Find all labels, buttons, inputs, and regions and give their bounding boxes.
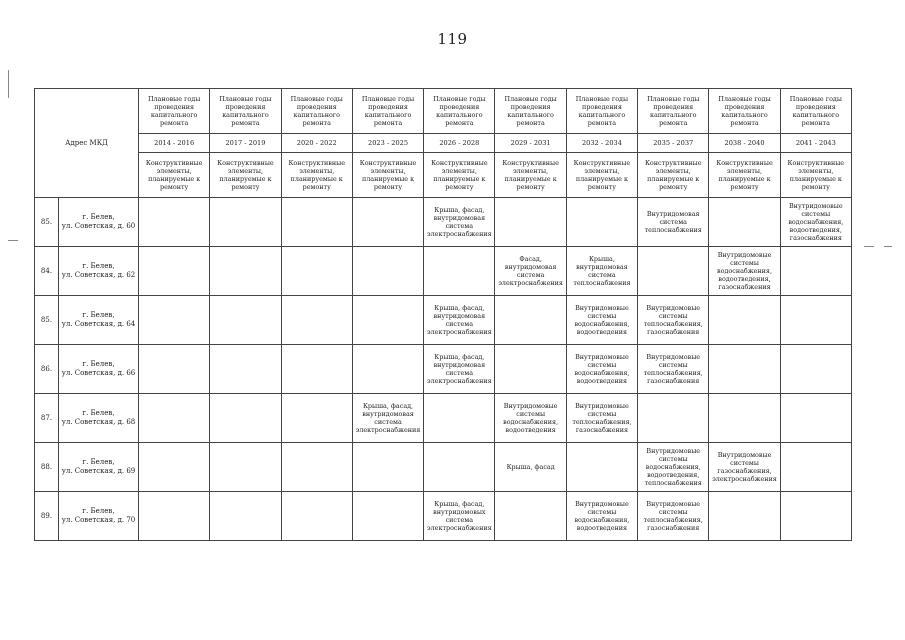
planned-elements-cell [424,247,495,296]
period-years-header: 2014 - 2016 [139,134,210,153]
period-elements-header: Конструктивные элементы, планируемые к ремонту [424,153,495,198]
address-city: г. Белев, [82,409,115,418]
table-row [35,296,852,345]
period-years-header: 2029 - 2031 [495,134,566,153]
period-title-header: Плановые годы проведения капитального ремонта [424,89,495,134]
planned-elements-cell [424,394,495,443]
period-title-header: Плановые годы проведения капитального ремонта [352,89,423,134]
planned-elements-cell [780,345,851,394]
planned-elements-cell [566,198,637,247]
planned-elements-cell [709,345,780,394]
planned-elements-cell: Фасад, внутридомовая система электроснабжения [495,247,566,296]
period-years-header: 2032 - 2034 [566,134,637,153]
row-number: 87. [35,394,59,443]
planned-elements-cell [495,296,566,345]
address-cell [59,247,139,296]
planned-elements-cell [495,492,566,541]
planned-elements-cell: Внутридомовые системы водоснабжения, водоотведения, газоснабжения [709,247,780,296]
planned-elements-cell [210,443,281,492]
planned-elements-cell [495,198,566,247]
address-street: ул. Советская, д. 64 [61,320,136,328]
planned-elements-cell: Внутридомовые системы теплоснабжения, газоснабжения [566,394,637,443]
planned-elements-cell [281,492,352,541]
planned-elements-cell: Крыша, фасад [495,443,566,492]
planned-elements-cell [210,296,281,345]
planned-elements-cell [709,492,780,541]
address-column-header: Адрес МКД [35,89,139,198]
planned-elements-cell [139,492,210,541]
period-years-header: 2041 - 2043 [780,134,851,153]
address-street: ул. Советская, д. 70 [61,516,136,524]
planned-elements-cell [281,443,352,492]
period-years-header: 2038 - 2040 [709,134,780,153]
header-years-row [35,134,852,153]
period-elements-header: Конструктивные элементы, планируемые к ремонту [638,153,709,198]
planned-elements-cell [638,247,709,296]
planned-elements-cell: Внутридомовые системы водоснабжения, водоотведения [566,296,637,345]
period-years-header: 2020 - 2022 [281,134,352,153]
address-cell [59,443,139,492]
planned-elements-cell: Внутридомовая система теплоснабжения [638,198,709,247]
period-elements-header: Конструктивные элементы, планируемые к ремонту [780,153,851,198]
scan-edge-mark [8,70,9,98]
address-city: г. Белев, [82,262,115,271]
period-title-header: Плановые годы проведения капитального ремонта [281,89,352,134]
period-years-header: 2035 - 2037 [638,134,709,153]
planned-elements-cell [210,345,281,394]
address-cell [59,296,139,345]
planned-elements-cell [139,345,210,394]
scan-edge-mark [8,240,18,241]
planned-elements-cell [281,198,352,247]
planned-elements-cell [780,492,851,541]
period-title-header: Плановые годы проведения капитального ремонта [210,89,281,134]
period-elements-header: Конструктивные элементы, планируемые к ремонту [352,153,423,198]
planned-elements-cell [709,394,780,443]
period-years-header: 2023 - 2025 [352,134,423,153]
planned-elements-cell [780,394,851,443]
row-number: 89. [35,492,59,541]
planned-elements-cell: Внутридомовые системы теплоснабжения, газоснабжения [638,296,709,345]
period-elements-header: Конструктивные элементы, планируемые к ремонту [566,153,637,198]
planned-elements-cell [210,394,281,443]
planned-elements-cell [352,443,423,492]
table-row [35,345,852,394]
period-title-header: Плановые годы проведения капитального ремонта [709,89,780,134]
planned-elements-cell: Внутридомовые системы теплоснабжения, газоснабжения [638,492,709,541]
planned-elements-cell: Внутридомовые системы водоснабжения, водоотведения [566,345,637,394]
planned-elements-cell [139,394,210,443]
address-street: ул. Советская, д. 68 [61,418,136,426]
period-title-header: Плановые годы проведения капитального ремонта [139,89,210,134]
address-street: ул. Советская, д. 66 [61,369,136,377]
row-number: 85. [35,296,59,345]
table-row [35,247,852,296]
planned-elements-cell [709,296,780,345]
table-row [35,443,852,492]
planned-elements-cell: Внутридомовые системы водоснабжения, водоотведения, газоснабжения [780,198,851,247]
planned-elements-cell: Внутридомовые системы газоснабжения, электроснабжения [709,443,780,492]
address-cell [59,345,139,394]
planned-elements-cell [281,247,352,296]
row-number: 84. [35,247,59,296]
planned-elements-cell [139,296,210,345]
period-title-header: Плановые годы проведения капитального ремонта [495,89,566,134]
planned-elements-cell [638,394,709,443]
planned-elements-cell [139,247,210,296]
table-row [35,394,852,443]
table-row [35,492,852,541]
planned-elements-cell [210,492,281,541]
planned-elements-cell [352,247,423,296]
row-number: 86. [35,345,59,394]
address-city: г. Белев, [82,507,115,516]
planned-elements-cell: Крыша, фасад, внутридомовая система электроснабжения [424,345,495,394]
planned-elements-cell: Крыша, внутридомовая система теплоснабжения [566,247,637,296]
address-street: ул. Советская, д. 62 [61,271,136,279]
page-number: 119 [437,30,468,48]
address-street: ул. Советская, д. 69 [61,467,136,475]
planned-elements-cell [566,443,637,492]
planned-elements-cell [139,443,210,492]
address-city: г. Белев, [82,458,115,467]
header-titles-row [35,89,852,134]
period-elements-header: Конструктивные элементы, планируемые к ремонту [495,153,566,198]
planned-elements-cell: Внутридомовые системы водоснабжения, водоотведения, теплоснабжения [638,443,709,492]
address-city: г. Белев, [82,311,115,320]
address-city: г. Белев, [82,213,115,222]
planned-elements-cell [780,443,851,492]
planned-elements-cell [352,198,423,247]
scan-edge-mark [864,246,874,247]
planned-elements-cell: Внутридомовые системы водоснабжения, водоотведения [566,492,637,541]
period-years-header: 2017 - 2019 [210,134,281,153]
period-elements-header: Конструктивные элементы, планируемые к ремонту [210,153,281,198]
row-number: 85. [35,198,59,247]
address-cell [59,492,139,541]
table-row [35,198,852,247]
period-elements-header: Конструктивные элементы, планируемые к ремонту [139,153,210,198]
period-title-header: Плановые годы проведения капитального ремонта [780,89,851,134]
planned-elements-cell: Внутридомовые системы теплоснабжения, газоснабжения [638,345,709,394]
period-title-header: Плановые годы проведения капитального ремонта [566,89,637,134]
planned-elements-cell [139,198,210,247]
header-elements-row [35,153,852,198]
planned-elements-cell: Крыша, фасад, внутридомовая система электроснабжения [352,394,423,443]
planned-elements-cell [281,296,352,345]
planned-elements-cell [424,443,495,492]
address-cell [59,394,139,443]
row-number: 88. [35,443,59,492]
planned-elements-cell [352,492,423,541]
planned-elements-cell [352,345,423,394]
planned-elements-cell [210,247,281,296]
period-elements-header: Конструктивные элементы, планируемые к ремонту [709,153,780,198]
address-street: ул. Советская, д. 60 [61,222,136,230]
planned-elements-cell: Крыша, фасад, внутридомовая система электроснабжения [424,296,495,345]
planned-elements-cell [495,345,566,394]
address-cell [59,198,139,247]
planned-elements-cell [780,296,851,345]
planned-elements-cell [281,394,352,443]
planned-elements-cell [210,198,281,247]
period-title-header: Плановые годы проведения капитального ремонта [638,89,709,134]
planned-elements-cell: Крыша, фасад, внутридомовых система электроснабжения [424,492,495,541]
planned-elements-cell: Крыша, фасад, внутридомовая система электроснабжения [424,198,495,247]
period-elements-header: Конструктивные элементы, планируемые к ремонту [281,153,352,198]
planned-elements-cell [281,345,352,394]
planned-elements-cell [780,247,851,296]
scan-edge-mark [884,246,892,247]
capital-repair-plan-table [34,88,852,541]
planned-elements-cell [709,198,780,247]
address-city: г. Белев, [82,360,115,369]
planned-elements-cell: Внутридомовые системы водоснабжения, водоотведения [495,394,566,443]
period-years-header: 2026 - 2028 [424,134,495,153]
planned-elements-cell [352,296,423,345]
